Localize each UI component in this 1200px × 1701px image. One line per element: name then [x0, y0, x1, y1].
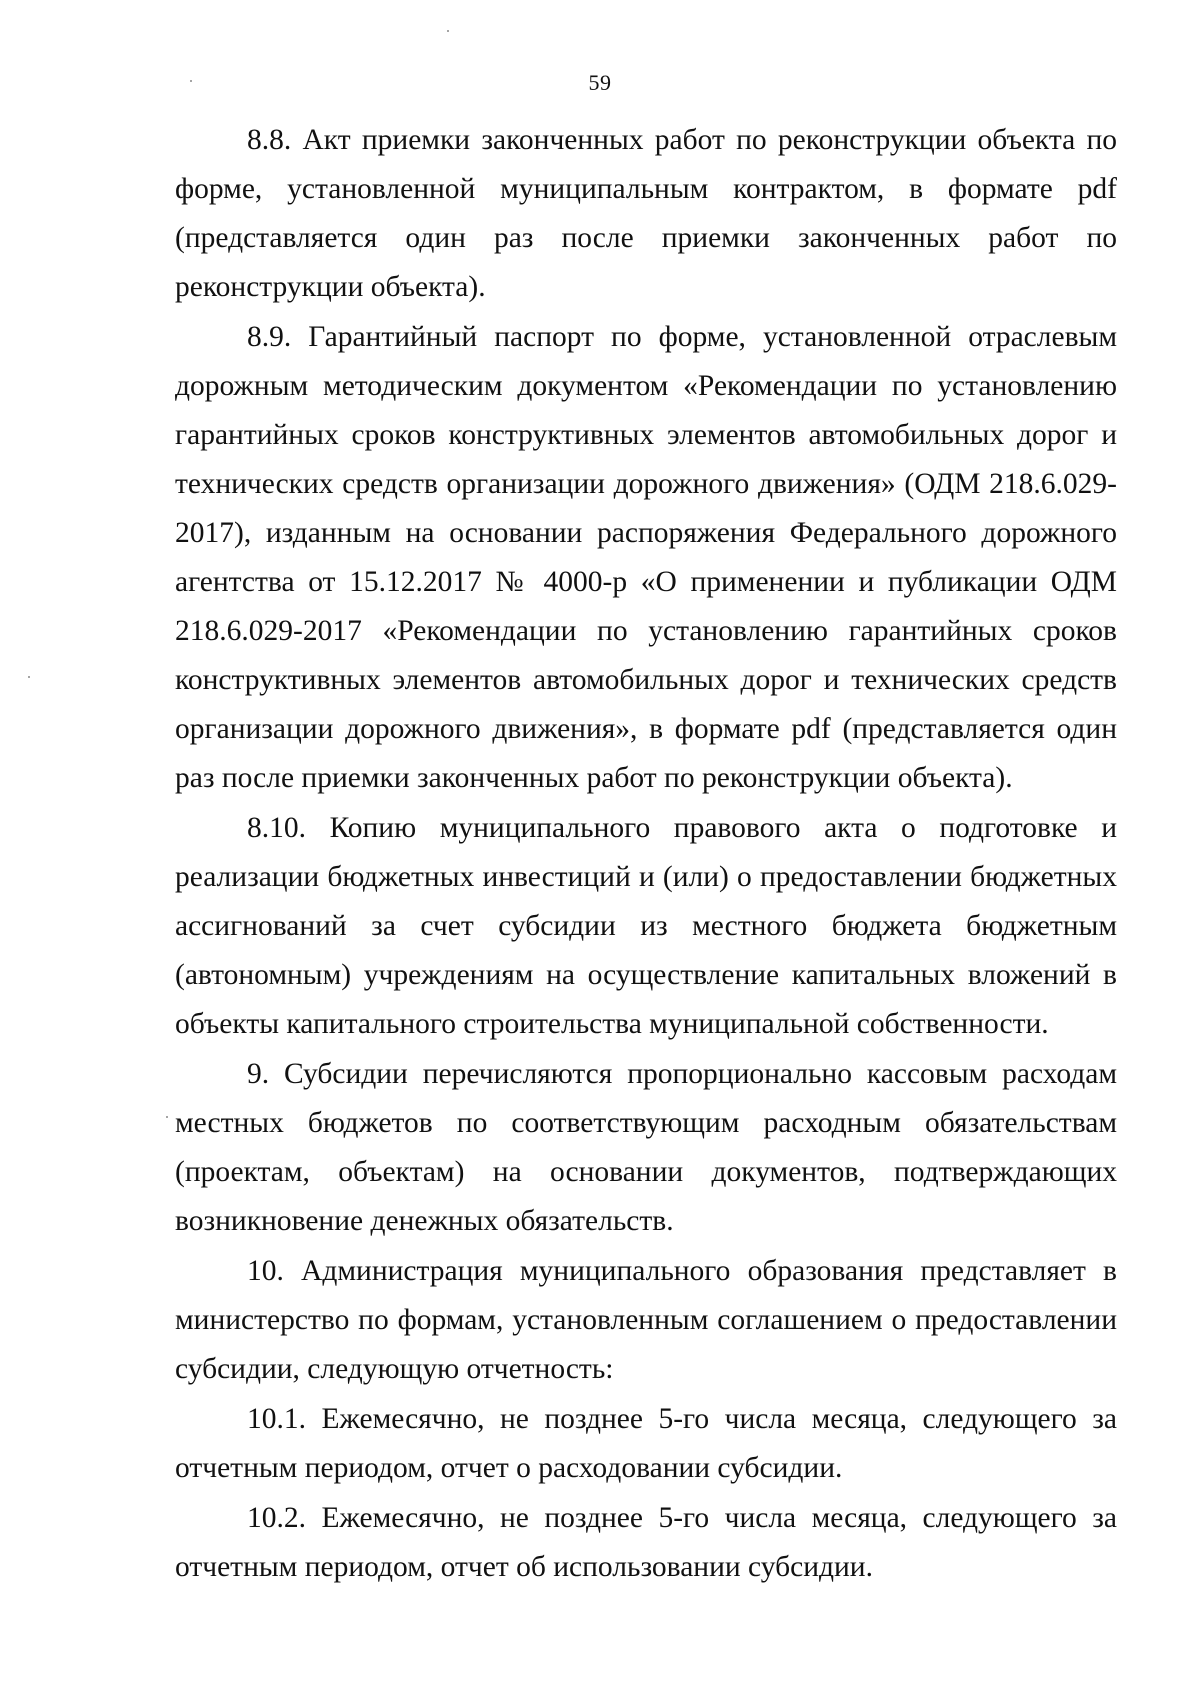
- paragraph-8-8: 8.8. Акт приемки законченных работ по реконструкции объекта по форме, установленной муниципальным контрактом, в формате pdf (представляется один раз после приемки законченных работ по реконструкции объекта).: [175, 124, 1117, 303]
- paragraph-10-1: 10.1. Ежемесячно, не позднее 5-го числа месяца, следующего за отчетным периодом, отчет о расходовании субсидии.: [175, 1403, 1117, 1484]
- paragraph-8-9: 8.9. Гарантийный паспорт по форме, установленной отраслевым дорожным методическим документом «Рекомендации по установлению гарантийных сроков конструктивных элементов автомобильных дорог и технических средств организации дорожного движения» (ОДМ 218.6.029-2017), изданным на основании распоряжения Федерального дорожного агентства от 15.12.2017 № 4000-р «О применении и публикации ОДМ 218.6.029-2017 «Рекомендации по установлению гарантийных сроков конструктивных элементов автомобильных дорог и технических средств организации дорожного движения», в формате pdf (представляется один раз после приемки законченных работ по реконструкции объекта).: [175, 321, 1117, 794]
- scan-speck: [166, 1116, 168, 1118]
- scan-speck: [447, 30, 449, 32]
- paragraph-9: 9. Субсидии перечисляются пропорционально кассовым расходам местных бюджетов по соответствующим расходным обязательствам (проектам, объектам) на основании документов, подтверждающих возникновение денежных обязательств.: [175, 1058, 1117, 1237]
- document-body: [175, 116, 1117, 1593]
- scan-speck: [190, 80, 192, 82]
- scan-speck: [28, 676, 30, 678]
- paragraph-10-2: 10.2. Ежемесячно, не позднее 5-го числа месяца, следующего за отчетным периодом, отчет об использовании субсидии.: [175, 1502, 1117, 1583]
- paragraph-8-10: 8.10. Копию муниципального правового акта о подготовке и реализации бюджетных инвестиций и (или) о предоставлении бюджетных ассигнований за счет субсидии из местного бюджета бюджетным (автономным) учреждениям на осуществление капитальных вложений в объекты капитального строительства муниципальной собственности.: [175, 812, 1117, 1040]
- paragraph-10: 10. Администрация муниципального образования представляет в министерство по формам, установленным соглашением о предоставлении субсидии, следующую отчетность:: [175, 1255, 1117, 1385]
- page-number: 59: [588, 70, 612, 95]
